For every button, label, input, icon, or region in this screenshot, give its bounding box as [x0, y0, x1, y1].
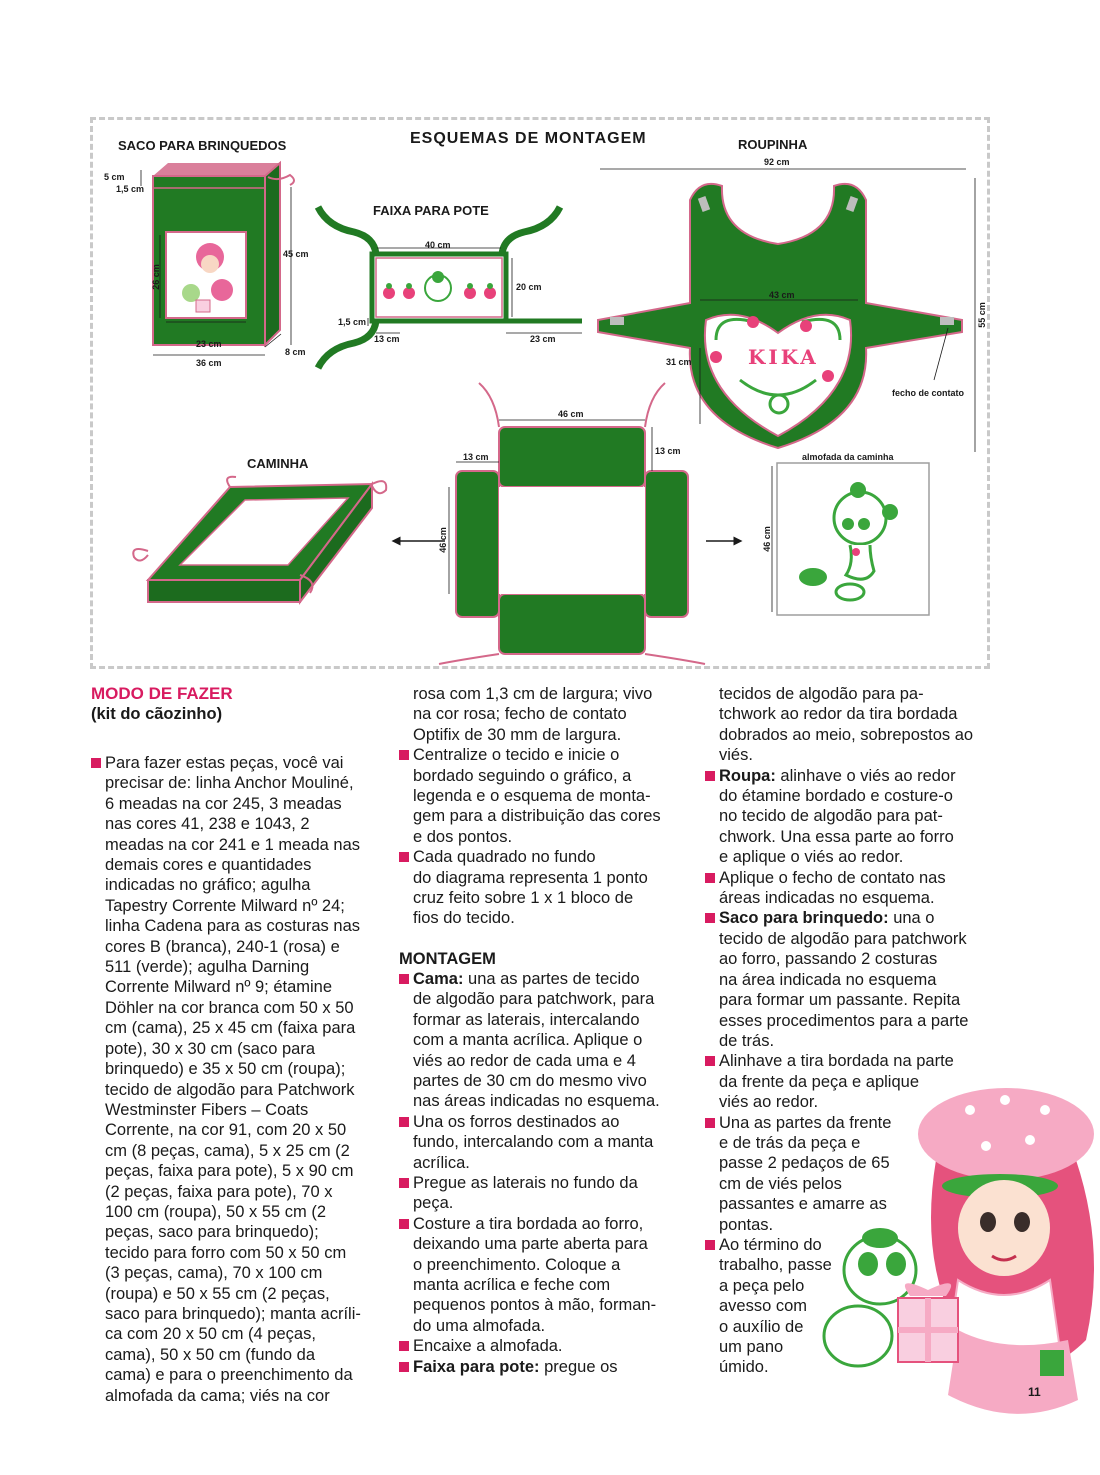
caminha-dim-13-a: 13 cm	[463, 452, 489, 462]
text-line: legenda e o esquema de monta-	[413, 787, 651, 806]
text-line: Corrente, na cor 91, com 20 x 50	[105, 1121, 347, 1140]
cross-pattern	[396, 383, 738, 664]
text-line: brinquedo) e 35 x 50 cm (roupa);	[105, 1060, 346, 1079]
text-line: o preenchimento. Coloque a	[413, 1255, 621, 1274]
list-item	[705, 1235, 1005, 1378]
caminha-dim-46-top: 46 cm	[558, 409, 584, 419]
bullet-square-icon	[399, 1178, 409, 1188]
list-item	[399, 1112, 689, 1173]
cama-text: una as partes de tecido	[463, 969, 640, 988]
saco-dim-8: 8 cm	[285, 347, 306, 357]
text-line: Una as partes da frente	[719, 1113, 892, 1132]
saco-title: SACO PARA BRINQUEDOS	[118, 138, 287, 153]
text-line: na área indicada no esquema	[719, 970, 937, 989]
text-line: Tapestry Corrente Milward nº 24;	[105, 896, 345, 915]
text-line: no tecido de algodão para pat-	[719, 807, 943, 826]
text-line: Optifix de 30 mm de largura.	[413, 725, 622, 744]
text-line: cm (cama), 25 x 45 cm (faixa para	[105, 1019, 356, 1038]
text-line: saco para brinquedo); manta acríli-	[105, 1304, 361, 1323]
text-line: um pano	[719, 1338, 784, 1356]
text-line: chwork. Una essa parte ao forro	[719, 827, 954, 846]
caminha-bed	[133, 477, 386, 602]
text-line: dobrados ao meio, sobrepostos ao	[719, 725, 974, 744]
text-line: 511 (verde); agulha Darning	[105, 958, 310, 977]
text-line: passe 2 pedaços de 65	[719, 1154, 890, 1173]
strawberry-icon	[800, 320, 812, 332]
bullet-square-icon	[399, 974, 409, 984]
roupinha-name-embroidery: KIKA	[748, 345, 819, 369]
text-line: tecido de algodão para Patchwork	[105, 1080, 355, 1099]
text-line: Corrente Milward nº 9; étamine	[105, 978, 333, 997]
cama-label: Cama:	[413, 969, 464, 988]
bullet-square-icon	[399, 1219, 409, 1229]
almofada-dim-46: 46 cm	[761, 526, 772, 552]
bullet-square-icon	[399, 1341, 409, 1351]
list-item-faixa	[399, 1357, 689, 1377]
saco-text: una o	[888, 909, 935, 928]
saco-dim-45: 45 cm	[283, 249, 309, 259]
caminha-dim-46-left: 46 cm	[437, 527, 448, 553]
faixa-dim-40: 40 cm	[425, 240, 451, 250]
text-line: (roupa) e 50 x 55 cm (2 peças,	[105, 1284, 330, 1303]
text-line: úmido.	[719, 1358, 769, 1377]
materials-item	[91, 753, 391, 1406]
roupinha-title: ROUPINHA	[738, 137, 808, 152]
bullet-square-icon	[705, 873, 715, 883]
modo-de-fazer-subtitle: (kit do cãozinho)	[91, 705, 223, 723]
text-line: fios do tecido.	[413, 909, 515, 928]
text-line: de algodão para patchwork, para	[413, 990, 655, 1009]
roupinha-dim-92: 92 cm	[764, 157, 790, 167]
text-line: Westminster Fibers – Coats	[105, 1100, 309, 1119]
text-line: do étamine bordado e costure-o	[719, 787, 953, 806]
strawberry-icon	[822, 370, 834, 382]
text-line: ao forro, passando 2 costuras	[719, 950, 938, 969]
text-line: e dos pontos.	[413, 827, 513, 846]
text-line: Döhler na cor branca com 50 x 50	[105, 998, 354, 1017]
text-line: viés.	[719, 746, 753, 765]
text-line: almofada da cama; viés na cor	[105, 1386, 330, 1405]
list-item	[399, 847, 689, 929]
text-line: áreas indicadas no esquema.	[719, 889, 935, 908]
text-line: Alinhave a tira bordada na parte	[719, 1052, 954, 1071]
saco-dim-36: 36 cm	[196, 358, 222, 368]
text-line: Encaixe a almofada.	[413, 1337, 563, 1356]
list-item-cama	[399, 969, 689, 1112]
almofada-cushion	[772, 463, 929, 615]
strawberry-icon	[710, 351, 722, 363]
materials-continuation	[399, 684, 689, 745]
text-line: ca com 20 x 50 cm (4 peças,	[105, 1325, 316, 1344]
text-line: da frente da peça e aplique	[719, 1072, 919, 1091]
text-line: Centralize o tecido e inicie o	[413, 746, 620, 765]
list-item	[399, 1336, 689, 1356]
text-line: Cada quadrado no fundo	[413, 848, 596, 867]
text-line: cama) e para o preenchimento da	[105, 1366, 353, 1385]
text-line: viés ao redor de cada uma e 4	[413, 1051, 636, 1070]
text-line: do uma almofada.	[413, 1316, 546, 1335]
text-line: esses procedimentos para a parte	[719, 1011, 969, 1030]
text-line: pequenos pontos à mão, forman-	[413, 1296, 657, 1315]
text-line: indicadas no gráfico; agulha	[105, 876, 311, 895]
text-line: a peça pelo	[719, 1276, 805, 1295]
roupinha-garment	[598, 169, 975, 452]
text-line: cm (8 peças, cama), 5 x 25 cm (2	[105, 1141, 350, 1160]
saco-dim-5: 5 cm	[104, 172, 125, 182]
text-line: pote), 30 x 30 cm (saco para	[105, 1039, 316, 1058]
text-line: precisar de: linha Anchor Mouliné,	[105, 774, 354, 793]
roupinha-dim-31: 31 cm	[666, 357, 692, 367]
page-number: 11	[1028, 1385, 1041, 1399]
text-line: avesso com	[719, 1297, 808, 1316]
bullet-square-icon	[705, 1118, 715, 1128]
text-line: com a manta acrílica. Aplique o	[413, 1031, 643, 1050]
text-line: 6 meadas na cor 245, 3 meadas	[105, 794, 342, 813]
text-line: peça.	[413, 1194, 454, 1213]
saco-bag	[141, 163, 294, 355]
faixa-dim-13: 13 cm	[374, 334, 400, 344]
montagem-title: MONTAGEM	[399, 949, 496, 968]
list-item	[399, 1214, 689, 1336]
saco-label: Saco para brinquedo:	[719, 909, 889, 928]
caminha-title: CAMINHA	[247, 456, 309, 471]
text-line: cores B (branca), 240-1 (rosa) e	[105, 937, 340, 956]
text-line: (3 peças, cama), 70 x 100 cm	[105, 1264, 323, 1283]
text-line: tchwork ao redor da tira bordada	[719, 705, 958, 724]
diagram-title: ESQUEMAS DE MONTAGEM	[410, 130, 647, 147]
caminha-dim-13-b: 13 cm	[655, 446, 681, 456]
text-line: trabalho, passe	[719, 1256, 832, 1275]
text-line: gem para a distribuição das cores	[413, 807, 661, 826]
text-line: (2 peças, faixa para pote), 70 x	[105, 1182, 333, 1201]
text-line: tecido para forro com 50 x 50 cm	[105, 1243, 347, 1262]
faixa-dim-1-5: 1,5 cm	[338, 317, 367, 327]
text-line: na cor rosa; fecho de contato	[413, 705, 627, 724]
bullet-square-icon	[399, 852, 409, 862]
roupinha-dim-55: 55 cm	[976, 302, 987, 328]
bullet-square-icon	[399, 1117, 409, 1127]
text-line: nas áreas indicadas no esquema.	[413, 1092, 660, 1111]
text-line: Costure a tira bordada ao forro,	[413, 1214, 644, 1233]
text-line: para formar um passante. Repita	[719, 991, 961, 1010]
text-line: peças, faixa para pote), 5 x 90 cm	[105, 1162, 354, 1181]
faixa-continuation	[705, 684, 1005, 766]
list-item-roupa	[705, 766, 1005, 868]
text-line: Para fazer estas peças, você vai	[105, 754, 344, 772]
text-line: partes de 30 cm do mesmo vivo	[413, 1071, 647, 1090]
text-line: do diagrama representa 1 ponto	[413, 868, 648, 887]
text-line: Ao término do	[719, 1235, 822, 1254]
column-3	[705, 684, 1005, 1378]
bullet-square-icon	[91, 758, 101, 768]
text-line: formar as laterais, intercalando	[413, 1010, 640, 1029]
text-line: cama), 50 x 50 cm (fundo da	[105, 1345, 316, 1364]
text-line: rosa com 1,3 cm de largura; vivo	[413, 685, 653, 703]
bullet-square-icon	[705, 1056, 715, 1066]
saco-dim-23: 23 cm	[196, 339, 222, 349]
faixa-dim-23: 23 cm	[530, 334, 556, 344]
faixa-label: Faixa para pote:	[413, 1357, 540, 1376]
bullet-square-icon	[705, 913, 715, 923]
text-line: cruz feito sobre 1 x 1 bloco de	[413, 889, 634, 908]
roupa-label: Roupa:	[719, 766, 776, 785]
list-item	[705, 1113, 1005, 1235]
text-line: deixando uma parte aberta para	[413, 1235, 648, 1254]
text-line: de trás.	[719, 1031, 775, 1050]
faixa-title: FAIXA PARA POTE	[373, 203, 489, 218]
strawberry-icon	[747, 316, 759, 328]
text-line: e aplique o viés ao redor.	[719, 848, 904, 867]
text-line: 100 cm (roupa), 50 x 55 cm (2	[105, 1202, 327, 1221]
text-line: Pregue as laterais no fundo da	[413, 1173, 638, 1192]
materials-text	[105, 753, 391, 1406]
text-line: demais cores e quantidades	[105, 856, 312, 875]
text-line: Aplique o fecho de contato nas	[719, 868, 946, 887]
text-line: meadas na cor 241 e 1 meada nas	[105, 835, 361, 854]
text-line: manta acrílica e feche com	[413, 1275, 611, 1294]
text-line: peças, saco para brinquedo);	[105, 1223, 319, 1242]
roupinha-fecho-label: fecho de contato	[892, 388, 965, 398]
text-line: acrílica.	[413, 1153, 470, 1172]
text-line: pontas.	[719, 1215, 774, 1234]
almofada-title: almofada da caminha	[802, 452, 894, 462]
list-item	[705, 868, 1005, 909]
text-line: tecidos de algodão para pa-	[719, 685, 924, 703]
bullet-square-icon	[705, 1240, 715, 1250]
text-line: linha Cadena para as costuras nas	[105, 917, 360, 936]
puppy-icon	[834, 492, 886, 544]
roupa-text: alinhave o viés ao redor	[775, 766, 956, 785]
text-line: nas cores 41, 238 e 1043, 2	[105, 815, 310, 834]
text-line: e de trás da peça e	[719, 1133, 861, 1152]
modo-de-fazer-title: MODO DE FAZER	[91, 684, 233, 703]
list-item	[399, 745, 689, 847]
text-line: cm de viés pelos	[719, 1174, 842, 1193]
text-line: passantes e amarre as	[719, 1195, 887, 1214]
list-item-saco	[705, 908, 1005, 1051]
faixa-text: pregue os	[539, 1357, 618, 1376]
text-line: Una os forros destinados ao	[413, 1112, 620, 1131]
saco-dim-1-5: 1,5 cm	[116, 184, 145, 194]
column-1	[91, 684, 391, 1406]
text-line: fundo, intercalando com a manta	[413, 1133, 654, 1152]
bullet-square-icon	[705, 771, 715, 781]
saco-dim-26: 26 cm	[150, 264, 161, 290]
text-line: viés ao redor.	[719, 1093, 819, 1112]
roupinha-dim-43: 43 cm	[769, 290, 795, 300]
text-line: tecido de algodão para patchwork	[719, 929, 967, 948]
list-item	[705, 1051, 1005, 1112]
bullet-square-icon	[399, 750, 409, 760]
bullet-square-icon	[399, 1362, 409, 1372]
column-2	[399, 684, 689, 1377]
list-item	[399, 1173, 689, 1214]
faixa-dim-20: 20 cm	[516, 282, 542, 292]
text-line: o auxílio de	[719, 1317, 804, 1336]
text-line: bordado seguindo o gráfico, a	[413, 766, 632, 785]
